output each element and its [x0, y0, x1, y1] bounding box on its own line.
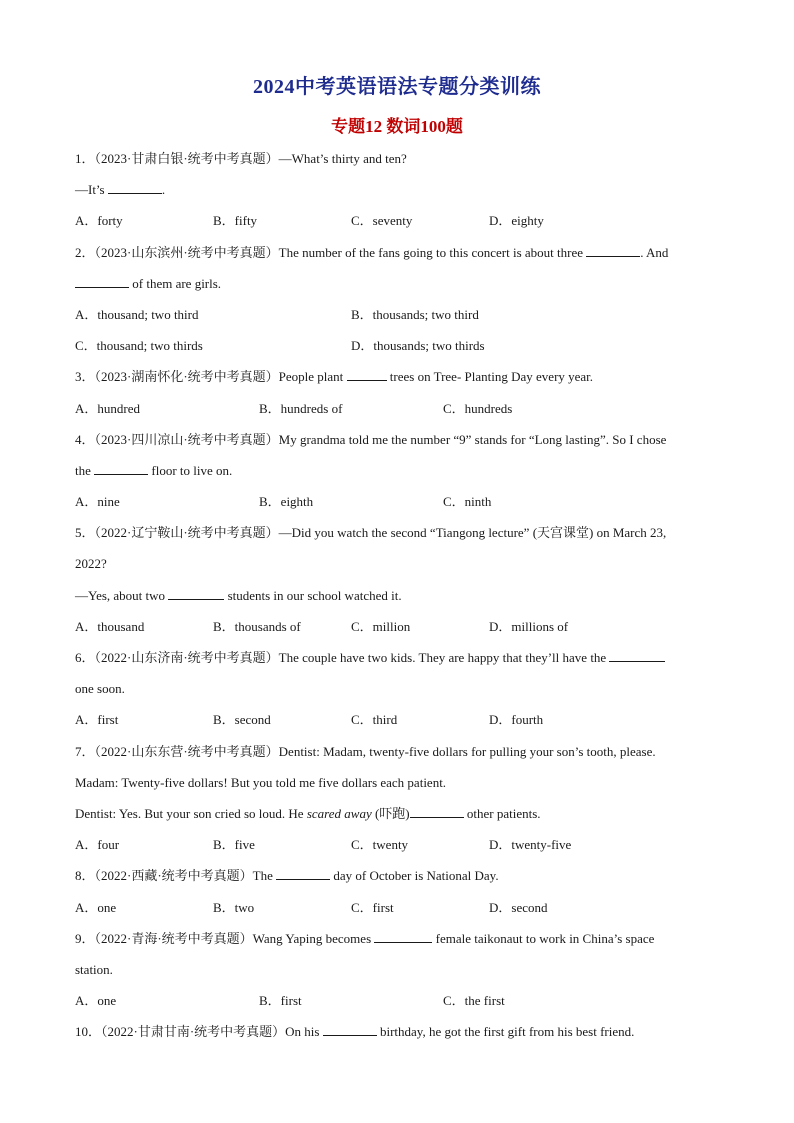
option-c[interactable]: C．hundreds	[443, 400, 513, 416]
option-c[interactable]: C．the first	[443, 993, 505, 1009]
question-4-stem: 4．（2023·四川凉山·统考中考真题）My grandma told me the number “9” stands for “Long lasting”. So I chose	[75, 431, 667, 447]
answer-blank	[374, 928, 432, 943]
question-6-line-2: one soon.	[75, 681, 125, 697]
answer-blank	[108, 179, 162, 194]
question-list	[75, 148, 720, 1052]
option-a[interactable]: A．four	[75, 837, 120, 853]
question-9-options	[75, 990, 720, 1021]
question-2-stem: 2．（2023·山东滨州·统考中考真题）The number of the fans going to this concert is about three . And	[75, 242, 720, 273]
answer-blank	[586, 242, 640, 257]
option-a[interactable]: A．thousand	[75, 618, 145, 634]
option-a[interactable]: A．hundred	[75, 400, 140, 416]
option-d[interactable]: D．thousands; two thirds	[351, 338, 485, 354]
question-2-options-row-2	[75, 335, 720, 366]
option-a[interactable]: A．thousand; two third	[75, 306, 199, 322]
question-7-line-3: Dentist: Yes. But your son cried so loud. He scared away (吓跑) other patients.	[75, 803, 720, 834]
option-b[interactable]: B．five	[213, 837, 255, 853]
question-3-stem: 3．（2023·湖南怀化·统考中考真题）People plant trees on Tree- Planting Day every year.	[75, 366, 720, 397]
option-c[interactable]: C．third	[351, 712, 398, 728]
question-9-stem: 9．（2022·青海·统考中考真题）Wang Yaping becomes female taikonaut to work in China’s space	[75, 928, 720, 959]
option-d[interactable]: D．eighty	[489, 213, 544, 229]
option-c[interactable]: C．million	[351, 618, 411, 634]
question-2-line-2: of them are girls.	[75, 273, 720, 304]
option-d[interactable]: D．millions of	[489, 618, 569, 634]
option-c[interactable]: C．thousand; two thirds	[75, 338, 203, 354]
option-a[interactable]: A．first	[75, 712, 119, 728]
answer-blank	[168, 585, 224, 600]
question-7-line-2: Madam: Twenty-five dollars! But you told me five dollars each patient.	[75, 774, 447, 790]
question-1-options	[75, 210, 720, 241]
question-8-options	[75, 897, 720, 928]
question-1-stem: 1．（2023·甘肃白银·统考中考真题）—What’s thirty and ten?	[75, 151, 407, 166]
option-b[interactable]: B．first	[259, 993, 302, 1009]
answer-blank	[276, 865, 330, 880]
question-2-options-row-1	[75, 304, 720, 335]
question-1-line-2: —It’s .	[75, 179, 720, 210]
question-3-options	[75, 398, 720, 429]
question-10-stem: 10．（2022·甘肃甘南·统考中考真题）On his birthday, he got the first gift from his best friend.	[75, 1021, 720, 1052]
question-6-stem: 6．（2022·山东济南·统考中考真题）The couple have two kids. They are happy that they’ll have the	[75, 647, 720, 678]
answer-blank	[347, 366, 387, 381]
option-c[interactable]: C．ninth	[443, 494, 492, 510]
question-5-stem: 5．（2022·辽宁鞍山·统考中考真题）—Did you watch the second “Tiangong lecture” (天宫课堂) on March 23,	[75, 525, 667, 541]
option-b[interactable]: B．second	[213, 712, 271, 728]
question-5-line-2: 2022?	[75, 556, 107, 572]
option-a[interactable]: A．one	[75, 899, 117, 915]
question-7-stem: 7．（2022·山东东营·统考中考真题）Dentist: Madam, twenty-five dollars for pulling your son’s tooth, please.	[75, 743, 656, 759]
answer-blank	[75, 273, 129, 288]
document-title: 2024中考英语语法专题分类训练	[253, 76, 541, 98]
answer-blank	[410, 803, 464, 818]
option-a[interactable]: A．forty	[75, 213, 123, 229]
option-b[interactable]: B．fifty	[213, 213, 258, 229]
document-subtitle: 专题12 数词100题	[331, 117, 463, 136]
question-6-options	[75, 709, 720, 740]
option-b[interactable]: B．hundreds of	[259, 400, 343, 416]
option-c[interactable]: C．seventy	[351, 213, 413, 229]
question-4-line-2: the floor to live on.	[75, 460, 720, 491]
option-b[interactable]: B．two	[213, 899, 255, 915]
question-7-options	[75, 834, 720, 865]
option-a[interactable]: A．nine	[75, 494, 120, 510]
option-b[interactable]: B．eighth	[259, 494, 314, 510]
question-4-options	[75, 491, 720, 522]
option-b[interactable]: B．thousands; two third	[351, 306, 479, 322]
answer-blank	[323, 1021, 377, 1036]
question-5-line-3: —Yes, about two students in our school watched it.	[75, 585, 720, 616]
question-8-stem: 8．（2022·西藏·统考中考真题）The day of October is National Day.	[75, 865, 720, 896]
option-d[interactable]: D．second	[489, 899, 548, 915]
option-c[interactable]: C．twenty	[351, 837, 409, 853]
question-9-line-2: station.	[75, 961, 113, 977]
question-5-options	[75, 616, 720, 647]
option-d[interactable]: D．fourth	[489, 712, 544, 728]
answer-blank	[94, 460, 148, 475]
answer-blank	[609, 647, 665, 662]
option-c[interactable]: C．first	[351, 899, 394, 915]
option-d[interactable]: D．twenty-five	[489, 837, 572, 853]
option-b[interactable]: B．thousands of	[213, 618, 301, 634]
option-a[interactable]: A．one	[75, 993, 117, 1009]
